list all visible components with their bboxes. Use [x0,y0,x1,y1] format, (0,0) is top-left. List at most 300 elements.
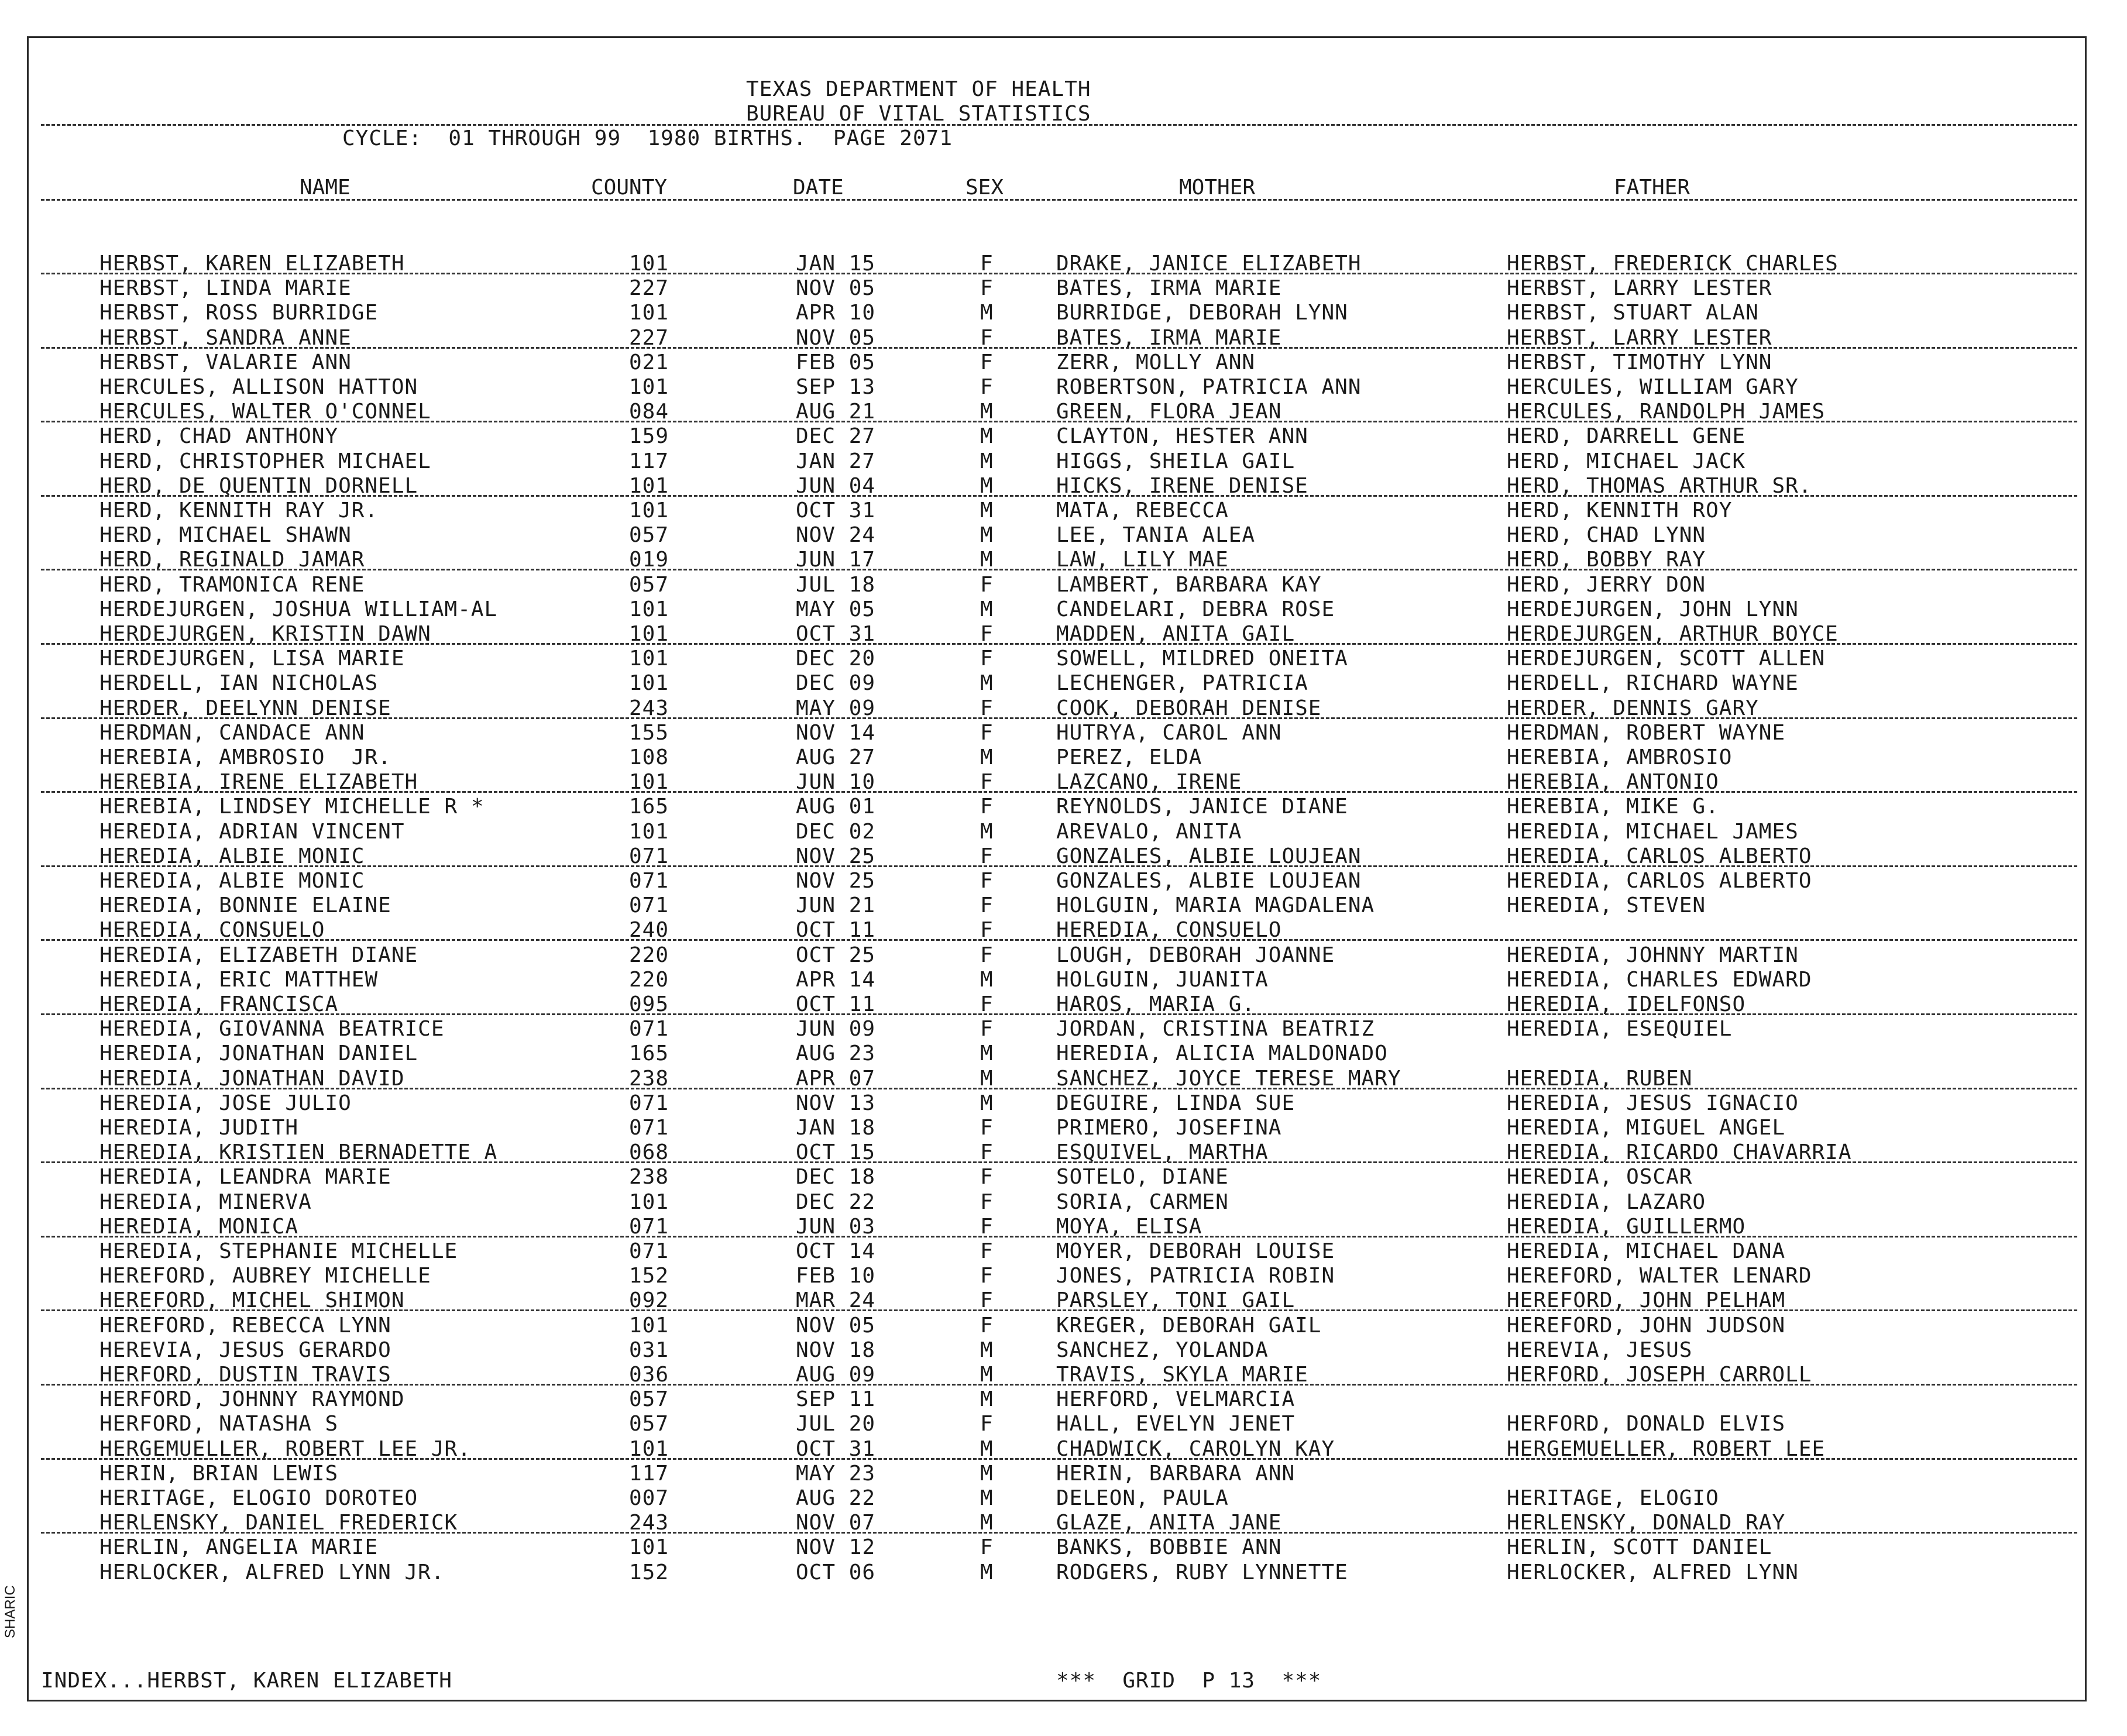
record-mother: HALL, EVELYN JENET [1056,1412,1296,1436]
column-header-date: DATE [793,176,844,200]
record-county: 220 [629,943,669,967]
record-father: HEREDIA, GUILLERMO [1507,1214,1746,1239]
record-name: HERD, KENNITH RAY JR. [99,499,379,522]
record-father: HEREDIA, MICHAEL JAMES [1507,819,1799,844]
record-date: OCT 31 [796,1436,876,1461]
record-father: HERBST, LARRY LESTER [1507,325,1772,350]
record-county: 101 [629,770,669,795]
record-sex: F [980,375,994,399]
record-name: HERFORD, DUSTIN TRAVIS [99,1363,391,1387]
record-father: HEREFORD, WALTER LENARD [1507,1264,1812,1288]
record-father: HERLENSKY, DONALD RAY [1507,1511,1786,1535]
table-row [0,1165,2127,1190]
record-sex: M [980,1461,994,1486]
record-mother: MOYA, ELISA [1056,1214,1202,1239]
record-name: HEREDIA, FRANCISCA [99,992,339,1016]
record-date: JUL 20 [796,1412,876,1436]
record-mother: SOTELO, DIANE [1056,1165,1229,1190]
record-county: 108 [629,745,669,769]
record-sex: F [980,350,994,374]
record-father: HERD, MICHAEL JACK [1507,449,1746,473]
record-mother: MATA, REBECCA [1056,499,1229,522]
record-date: AUG 21 [796,400,876,424]
record-county: 031 [629,1338,669,1362]
table-row [0,400,2127,424]
table-row [0,696,2127,721]
header-bureau: BUREAU OF VITAL STATISTICS [746,102,1091,126]
record-mother: PEREZ, ELDA [1056,745,1202,769]
record-mother: HEREDIA, CONSUELO [1056,918,1282,943]
record-name: HEREDIA, JOSE JULIO [99,1091,352,1115]
table-row [0,424,2127,449]
record-county: 057 [629,523,669,548]
table-row [0,1091,2127,1116]
row-group-divider [41,273,2077,274]
record-county: 238 [629,1066,669,1091]
record-mother: CANDELARI, DEBRA ROSE [1056,597,1335,621]
row-group-divider [41,791,2077,793]
record-sex: F [980,325,994,350]
table-row [0,499,2127,523]
record-name: HEREDIA, ALBIE MONIC [99,844,365,868]
row-group-divider [41,421,2077,422]
record-name: HEREFORD, MICHEL SHIMON [99,1288,405,1313]
record-sex: F [980,720,994,745]
record-sex: M [980,449,994,473]
record-county: 238 [629,1165,669,1190]
record-name: HERCULES, WALTER O'CONNEL [99,400,431,424]
table-row [0,1314,2127,1338]
record-mother: SANCHEZ, YOLANDA [1056,1338,1269,1362]
table-row [0,1387,2127,1412]
record-mother: MOYER, DEBORAH LOUISE [1056,1239,1335,1263]
record-county: 071 [629,1091,669,1115]
record-name: HERBST, ROSS BURRIDGE [99,301,379,325]
table-row [0,449,2127,474]
record-father: HERDEJURGEN, JOHN LYNN [1507,597,1799,621]
record-sex: F [980,252,994,276]
record-date: JUN 04 [796,473,876,498]
record-date: AUG 23 [796,1041,876,1066]
record-name: HEREDIA, LEANDRA MARIE [99,1165,391,1190]
record-father: HERFORD, DONALD ELVIS [1507,1412,1786,1436]
record-sex: F [980,572,994,597]
record-mother: LAZCANO, IRENE [1056,770,1242,795]
record-sex: F [980,1140,994,1165]
record-name: HEREDIA, JONATHAN DAVID [99,1066,405,1091]
record-date: JUN 10 [796,770,876,795]
record-father: HEREDIA, JESUS IGNACIO [1507,1091,1799,1115]
record-county: 019 [629,548,669,572]
record-mother: ROBERTSON, PATRICIA ANN [1056,375,1362,399]
side-label: SHARIC [2,1585,18,1638]
record-name: HERLENSKY, DANIEL FREDERICK [99,1511,458,1535]
record-mother: RODGERS, RUBY LYNNETTE [1056,1560,1348,1584]
record-county: 057 [629,1412,669,1436]
record-sex: M [980,1041,994,1066]
record-date: JUL 18 [796,572,876,597]
record-father: HERD, THOMAS ARTHUR SR. [1507,473,1812,498]
record-mother: HOLGUIN, MARIA MAGDALENA [1056,893,1375,918]
record-county: 101 [629,1436,669,1461]
table-row [0,375,2127,400]
record-mother: HOLGUIN, JUANITA [1056,967,1269,992]
footer-index: INDEX...HERBST, KAREN ELIZABETH [41,1669,452,1693]
table-row [0,1535,2127,1560]
record-name: HEREBIA, LINDSEY MICHELLE R * [99,795,484,819]
record-sex: M [980,523,994,548]
record-name: HEREDIA, MINERVA [99,1190,312,1214]
record-county: 101 [629,647,669,671]
record-county: 243 [629,1511,669,1535]
record-father: HEREDIA, OSCAR [1507,1165,1693,1190]
record-county: 159 [629,424,669,449]
record-date: FEB 10 [796,1264,876,1288]
record-father: HERCULES, RANDOLPH JAMES [1507,400,1826,424]
record-date: NOV 24 [796,523,876,548]
record-name: HERDELL, IAN NICHOLAS [99,671,379,696]
table-row [0,1116,2127,1140]
record-mother: SOWELL, MILDRED ONEITA [1056,647,1348,671]
record-sex: F [980,943,994,967]
record-date: SEP 13 [796,375,876,399]
record-date: JUN 17 [796,548,876,572]
record-name: HERLIN, ANGELIA MARIE [99,1535,379,1560]
record-sex: M [980,473,994,498]
record-mother: SANCHEZ, JOYCE TERESE MARY [1056,1066,1401,1091]
column-header-divider [41,199,2077,201]
record-date: DEC 22 [796,1190,876,1214]
record-date: NOV 12 [796,1535,876,1560]
record-sex: F [980,647,994,671]
record-date: MAR 24 [796,1288,876,1313]
table-row [0,276,2127,301]
record-name: HEREDIA, CONSUELO [99,918,325,943]
table-row [0,820,2127,844]
record-county: 117 [629,449,669,473]
record-sex: M [980,1486,994,1510]
record-county: 057 [629,572,669,597]
record-county: 101 [629,622,669,646]
table-row [0,647,2127,671]
record-mother: HERFORD, VELMARCIA [1056,1387,1296,1412]
record-name: HERBST, KAREN ELIZABETH [99,252,405,276]
record-sex: M [980,967,994,992]
record-name: HERD, CHRISTOPHER MICHAEL [99,449,431,473]
table-row [0,350,2127,375]
column-header-father: FATHER [1614,176,1690,200]
record-county: 152 [629,1560,669,1584]
record-county: 101 [629,819,669,844]
table-row [0,869,2127,893]
record-father: HERGEMUELLER, ROBERT LEE [1507,1436,1826,1461]
record-name: HERBST, VALARIE ANN [99,350,352,374]
record-name: HERD, CHAD ANTHONY [99,424,339,449]
record-father: HEREFORD, JOHN JUDSON [1507,1313,1786,1338]
record-father: HERDMAN, ROBERT WAYNE [1507,720,1786,745]
record-mother: TRAVIS, SKYLA MARIE [1056,1363,1308,1387]
record-father: HERDELL, RICHARD WAYNE [1507,671,1799,696]
record-father: HERFORD, JOSEPH CARROLL [1507,1363,1812,1387]
record-date: NOV 05 [796,276,876,301]
table-row [0,745,2127,770]
record-date: MAY 09 [796,696,876,720]
record-county: 036 [629,1363,669,1387]
record-sex: F [980,844,994,868]
record-father: HERD, CHAD LYNN [1507,523,1706,548]
record-father: HERLIN, SCOTT DANIEL [1507,1535,1772,1560]
row-group-divider [41,643,2077,645]
table-row [0,1190,2127,1215]
record-sex: M [980,1560,994,1584]
record-father: HEREDIA, CHARLES EDWARD [1507,967,1812,992]
record-name: HEREFORD, AUBREY MICHELLE [99,1264,431,1288]
record-name: HEREVIA, JESUS GERARDO [99,1338,391,1362]
record-mother: GREEN, FLORA JEAN [1056,400,1282,424]
table-row [0,1560,2127,1585]
table-row [0,1511,2127,1535]
record-mother: CLAYTON, HESTER ANN [1056,424,1308,449]
record-name: HEREBIA, AMBROSIO JR. [99,745,391,769]
record-mother: JORDAN, CRISTINA BEATRIZ [1056,1017,1375,1041]
record-mother: BATES, IRMA MARIE [1056,325,1282,350]
header-department: TEXAS DEPARTMENT OF HEALTH [746,77,1091,101]
record-mother: HUTRYA, CAROL ANN [1056,720,1282,745]
record-mother: ESQUIVEL, MARTHA [1056,1140,1269,1165]
record-county: 071 [629,844,669,868]
table-row [0,992,2127,1017]
record-mother: ZERR, MOLLY ANN [1056,350,1256,374]
table-row [0,1363,2127,1387]
table-row [0,1215,2127,1239]
record-father: HEREVIA, JESUS [1507,1338,1693,1362]
record-county: 101 [629,1313,669,1338]
record-mother: GLAZE, ANITA JANE [1056,1511,1282,1535]
record-father: HERITAGE, ELOGIO [1507,1486,1719,1510]
record-sex: M [980,745,994,769]
record-name: HERBST, SANDRA ANNE [99,325,352,350]
record-date: MAY 05 [796,597,876,621]
record-mother: JONES, PATRICIA ROBIN [1056,1264,1335,1288]
record-sex: F [980,1535,994,1560]
record-father: HERBST, FREDERICK CHARLES [1507,252,1839,276]
record-date: OCT 06 [796,1560,876,1584]
record-mother: BANKS, BOBBIE ANN [1056,1535,1282,1560]
record-sex: M [980,1511,994,1535]
record-mother: GONZALES, ALBIE LOUJEAN [1056,844,1362,868]
record-sex: F [980,795,994,819]
record-name: HERGEMUELLER, ROBERT LEE JR. [99,1436,471,1461]
record-date: APR 10 [796,301,876,325]
row-group-divider [41,495,2077,497]
record-date: NOV 25 [796,869,876,893]
record-date: FEB 05 [796,350,876,374]
record-father: HEREDIA, STEVEN [1507,893,1706,918]
record-name: HERIN, BRIAN LEWIS [99,1461,339,1486]
record-sex: M [980,1091,994,1115]
table-row [0,795,2127,819]
record-father: HEREBIA, AMBROSIO [1507,745,1733,769]
record-county: 021 [629,350,669,374]
record-date: SEP 11 [796,1387,876,1412]
record-name: HERITAGE, ELOGIO DOROTEO [99,1486,418,1510]
table-row [0,326,2127,350]
record-name: HERFORD, NATASHA S [99,1412,339,1436]
record-date: OCT 31 [796,499,876,522]
record-name: HERCULES, ALLISON HATTON [99,375,418,399]
record-father: HERDER, DENNIS GARY [1507,696,1759,720]
record-mother: HAROS, MARIA G. [1056,992,1256,1016]
record-county: 155 [629,720,669,745]
table-row [0,523,2127,548]
row-group-divider [41,1458,2077,1460]
record-father: HEREDIA, LAZARO [1507,1190,1706,1214]
record-name: HEREDIA, STEPHANIE MICHELLE [99,1239,458,1263]
record-name: HERDMAN, CANDACE ANN [99,720,365,745]
table-row [0,1041,2127,1066]
table-row [0,770,2127,795]
record-father: HERD, DARRELL GENE [1507,424,1746,449]
record-father: HERDEJURGEN, ARTHUR BOYCE [1507,622,1839,646]
record-mother: DELEON, PAULA [1056,1486,1229,1510]
record-county: 071 [629,1239,669,1263]
record-county: 220 [629,967,669,992]
record-sex: F [980,1412,994,1436]
record-mother: BURRIDGE, DEBORAH LYNN [1056,301,1348,325]
record-mother: LAMBERT, BARBARA KAY [1056,572,1322,597]
table-row [0,671,2127,696]
record-date: NOV 25 [796,844,876,868]
row-group-divider [41,1013,2077,1015]
table-row [0,1140,2127,1165]
record-county: 101 [629,301,669,325]
record-sex: F [980,1288,994,1313]
record-date: NOV 05 [796,1313,876,1338]
record-name: HERD, REGINALD JAMAR [99,548,365,572]
header-cycle: CYCLE: 01 THROUGH 99 1980 BIRTHS. PAGE 2071 [342,126,953,150]
record-county: 101 [629,597,669,621]
table-row [0,1437,2127,1462]
record-mother: LOUGH, DEBORAH JOANNE [1056,943,1335,967]
row-group-divider [41,569,2077,570]
record-sex: F [980,893,994,918]
record-father: HEREBIA, MIKE G. [1507,795,1719,819]
record-mother: AREVALO, ANITA [1056,819,1242,844]
record-father: HEREDIA, MICHAEL DANA [1507,1239,1786,1263]
record-sex: M [980,424,994,449]
record-date: JUN 03 [796,1214,876,1239]
record-sex: F [980,992,994,1016]
table-row [0,1288,2127,1313]
record-sex: M [980,819,994,844]
record-date: OCT 25 [796,943,876,967]
table-row [0,1486,2127,1511]
column-header-sex: SEX [965,176,1004,200]
record-date: OCT 15 [796,1140,876,1165]
record-mother: DRAKE, JANICE ELIZABETH [1056,252,1362,276]
row-group-divider [41,347,2077,349]
table-row [0,918,2127,943]
table-row [0,844,2127,869]
record-mother: KREGER, DEBORAH GAIL [1056,1313,1322,1338]
record-date: OCT 31 [796,622,876,646]
table-row [0,1017,2127,1041]
record-mother: MADDEN, ANITA GAIL [1056,622,1296,646]
record-mother: DEGUIRE, LINDA SUE [1056,1091,1296,1115]
record-name: HERDEJURGEN, LISA MARIE [99,647,405,671]
record-mother: BATES, IRMA MARIE [1056,276,1282,301]
record-sex: F [980,869,994,893]
record-sex: F [980,1017,994,1041]
record-father: HEREDIA, CARLOS ALBERTO [1507,869,1812,893]
record-father: HERBST, TIMOTHY LYNN [1507,350,1772,374]
record-date: JUN 21 [796,893,876,918]
record-sex: M [980,597,994,621]
row-group-divider [41,1532,2077,1534]
record-mother: HEREDIA, ALICIA MALDONADO [1056,1041,1388,1066]
table-row [0,1264,2127,1288]
record-county: 101 [629,499,669,522]
record-name: HEREFORD, REBECCA LYNN [99,1313,391,1338]
record-date: NOV 14 [796,720,876,745]
record-county: 101 [629,252,669,276]
column-header-name: NAME [300,176,351,200]
record-county: 101 [629,1190,669,1214]
record-father: HEREBIA, ANTONIO [1507,770,1719,795]
table-row [0,1239,2127,1264]
record-sex: M [980,1066,994,1091]
record-sex: M [980,499,994,522]
record-county: 101 [629,473,669,498]
record-date: NOV 07 [796,1511,876,1535]
record-name: HERBST, LINDA MARIE [99,276,352,301]
record-father: HERBST, STUART ALAN [1507,301,1759,325]
record-county: 071 [629,1116,669,1140]
table-row [0,301,2127,325]
record-county: 165 [629,795,669,819]
record-county: 101 [629,671,669,696]
record-sex: M [980,400,994,424]
row-group-divider [41,717,2077,719]
record-name: HEREBIA, IRENE ELIZABETH [99,770,418,795]
record-father: HERD, JERRY DON [1507,572,1706,597]
record-county: 057 [629,1387,669,1412]
record-name: HERLOCKER, ALFRED LYNN JR. [99,1560,445,1584]
record-sex: M [980,1363,994,1387]
record-date: JUN 09 [796,1017,876,1041]
record-mother: PRIMERO, JOSEFINA [1056,1116,1282,1140]
record-sex: F [980,276,994,301]
record-date: APR 14 [796,967,876,992]
record-date: NOV 18 [796,1338,876,1362]
table-row [0,474,2127,499]
record-father: HEREDIA, JOHNNY MARTIN [1507,943,1799,967]
row-group-divider [41,939,2077,941]
table-row [0,1338,2127,1363]
record-date: MAY 23 [796,1461,876,1486]
record-county: 092 [629,1288,669,1313]
record-father: HEREFORD, JOHN PELHAM [1507,1288,1786,1313]
record-sex: M [980,548,994,572]
record-date: OCT 11 [796,992,876,1016]
column-header-mother: MOTHER [1179,176,1256,200]
record-county: 165 [629,1041,669,1066]
record-county: 152 [629,1264,669,1288]
table-row [0,597,2127,622]
record-mother: HICKS, IRENE DENISE [1056,473,1308,498]
record-name: HEREDIA, KRISTIEN BERNADETTE A [99,1140,498,1165]
record-county: 071 [629,869,669,893]
